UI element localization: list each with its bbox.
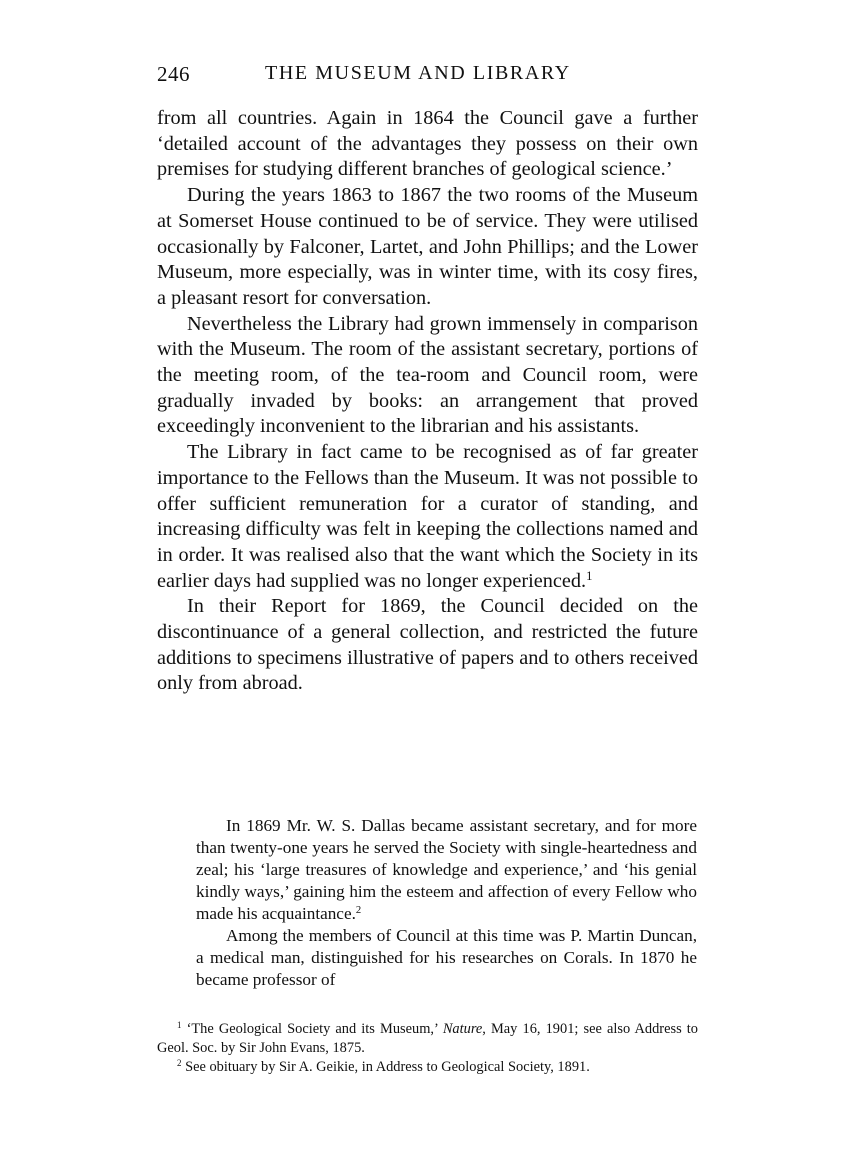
paragraph [196,815,697,925]
page-header [157,62,697,92]
footnote-reference: 1 [586,568,593,583]
footnote [157,1020,698,1058]
journal-title: Nature [442,1021,483,1037]
footnote-text: , May 16, 1901; see also Address to Geol. Soc. by Sir John Evans, 1875. [157,1021,698,1056]
footnote-marker: 1 [177,1020,182,1031]
paragraph: from all countries. Again in 1864 the Council gave a further ‘detailed account of the advantages they possess on their own premises for studying different branches of geological science.’ [157,107,698,181]
paragraph-text: The Library in fact came to be recognised as of far greater importance to the Fellows than the Museum. It was not possible to offer sufficient remuneration for a curator of standing, and increasing difficulty was felt in keeping the collections named and in order. It was realised also that the want which the Society in its earlier days had supplied was no longer experienced. [157,441,698,592]
page-number: 246 [157,62,190,86]
footnotes [157,1020,698,1077]
footnote-text: ‘The Geological Society and its Museum,’ [186,1021,443,1037]
paragraph: Nevertheless the Library had grown immensely in comparison with the Museum. The room of the assistant secretary, portions of the meeting room, of the tea-room and Council room, were gradually invaded by books: an arrangement that proved exceedingly inconvenient to the librarian and his assistants. [157,312,698,438]
footnote [157,1058,698,1077]
running-title: THE MUSEUM AND LIBRARY [265,62,571,84]
paragraph: During the years 1863 to 1867 the two rooms of the Museum at Somerset House continued to be of service. They were utilised occasionally by Falconer, Lartet, and John Phillips; and the Lower Museum, more especially, was in winter time, with its cosy fires, a pleasant resort for conversation. [157,184,698,309]
paragraph: Among the members of Council at this time was P. Martin Duncan, a medical man, distinguished for his researches on Corals. In 1870 he became professor of [196,926,697,989]
paragraph: In their Report for 1869, the Council decided on the discontinuance of a general collection, and restricted the future additions to specimens illustrative of papers and to others received only from abroad. [157,595,698,695]
footnote-marker: 2 [177,1058,182,1069]
indented-passage [196,815,697,991]
footnote-text: See obituary by Sir A. Geikie, in Address to Geological Society, 1891. [185,1059,590,1075]
paragraph [157,440,698,594]
paragraph-text: In 1869 Mr. W. S. Dallas became assistant secretary, and for more than twenty-one years he served the Society with single-heartedness and zeal; his ‘large treasures of knowledge and experience,’ and ‘his genial kindly ways,’ gaining him the esteem and affection of every Fellow who made his acquaintance. [196,816,697,923]
main-text [157,106,698,697]
footnote-reference: 2 [355,905,362,917]
